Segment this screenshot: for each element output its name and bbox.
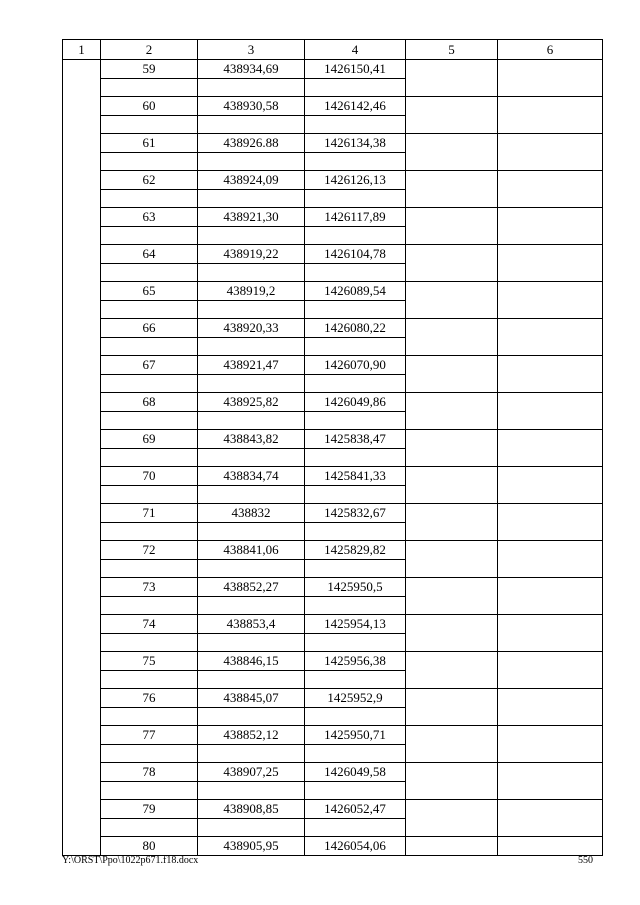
- direction-angle-cell: [498, 356, 603, 393]
- y-coordinate: 1426117,89: [305, 208, 406, 227]
- segment-length-cell: [406, 726, 498, 763]
- point-number: 68: [101, 393, 198, 412]
- point-row: [63, 430, 603, 449]
- empty-cell: [101, 633, 198, 652]
- direction-angle-cell: [498, 504, 603, 541]
- point-number: 80: [101, 837, 198, 856]
- segment-length-cell: [406, 430, 498, 467]
- empty-cell: [305, 411, 406, 430]
- x-coordinate: 438907,25: [198, 763, 305, 782]
- point-row: [63, 800, 603, 819]
- empty-cell: [101, 448, 198, 467]
- direction-angle-cell: [498, 615, 603, 652]
- point-row: [63, 504, 603, 523]
- empty-cell: [305, 374, 406, 393]
- empty-cell: [305, 78, 406, 97]
- y-coordinate: 1425841,33: [305, 467, 406, 486]
- direction-angle-cell: [498, 837, 603, 856]
- empty-cell: [305, 596, 406, 615]
- segment-length-cell: [406, 134, 498, 171]
- empty-cell: [198, 189, 305, 208]
- direction-angle-cell: [498, 171, 603, 208]
- y-coordinate: 1425838,47: [305, 430, 406, 449]
- point-row: [63, 134, 603, 153]
- x-coordinate: 438843,82: [198, 430, 305, 449]
- point-number: 71: [101, 504, 198, 523]
- segment-length-cell: [406, 393, 498, 430]
- point-number: 62: [101, 171, 198, 190]
- segment-length-cell: [406, 763, 498, 800]
- segment-length-cell: [406, 578, 498, 615]
- segment-length-cell: [406, 615, 498, 652]
- segment-length-cell: [406, 245, 498, 282]
- x-coordinate: 438846,15: [198, 652, 305, 671]
- empty-cell: [305, 115, 406, 134]
- point-number: 75: [101, 652, 198, 671]
- point-number: 76: [101, 689, 198, 708]
- x-coordinate: 438921,47: [198, 356, 305, 375]
- segment-length-cell: [406, 541, 498, 578]
- point-number: 77: [101, 726, 198, 745]
- empty-cell: [198, 596, 305, 615]
- direction-angle-cell: [498, 319, 603, 356]
- segment-length-cell: [406, 319, 498, 356]
- empty-cell: [305, 781, 406, 800]
- empty-cell: [101, 152, 198, 171]
- y-coordinate: 1425956,38: [305, 652, 406, 671]
- empty-cell: [101, 78, 198, 97]
- point-row: [63, 467, 603, 486]
- direction-angle-cell: [498, 245, 603, 282]
- x-coordinate: 438841,06: [198, 541, 305, 560]
- empty-cell: [305, 633, 406, 652]
- point-row: [63, 60, 603, 79]
- empty-cell: [101, 115, 198, 134]
- point-number: 78: [101, 763, 198, 782]
- point-row: [63, 319, 603, 338]
- x-coordinate: 438926.88: [198, 134, 305, 153]
- empty-cell: [198, 707, 305, 726]
- empty-cell: [101, 781, 198, 800]
- empty-cell: [198, 781, 305, 800]
- empty-cell: [305, 263, 406, 282]
- x-coordinate: 438845,07: [198, 689, 305, 708]
- segment-length-cell: [406, 356, 498, 393]
- point-number: 64: [101, 245, 198, 264]
- direction-angle-cell: [498, 282, 603, 319]
- x-coordinate: 438930,58: [198, 97, 305, 116]
- x-coordinate: 438924,09: [198, 171, 305, 190]
- point-number: 69: [101, 430, 198, 449]
- empty-cell: [305, 522, 406, 541]
- point-row: [63, 282, 603, 301]
- empty-cell: [101, 300, 198, 319]
- empty-cell: [198, 115, 305, 134]
- x-coordinate: 438925,82: [198, 393, 305, 412]
- segment-length-cell: [406, 689, 498, 726]
- y-coordinate: 1426080,22: [305, 319, 406, 338]
- empty-cell: [198, 448, 305, 467]
- point-number: 60: [101, 97, 198, 116]
- y-coordinate: 1425950,71: [305, 726, 406, 745]
- direction-angle-cell: [498, 763, 603, 800]
- empty-cell: [101, 411, 198, 430]
- header-cell: 6: [498, 40, 603, 60]
- point-row: [63, 393, 603, 412]
- coordinates-table: [62, 39, 603, 856]
- y-coordinate: 1425950,5: [305, 578, 406, 597]
- point-row: [63, 652, 603, 671]
- point-row: [63, 97, 603, 116]
- point-row: [63, 541, 603, 560]
- page-number: 550: [578, 855, 593, 866]
- empty-cell: [101, 263, 198, 282]
- empty-cell: [305, 485, 406, 504]
- x-coordinate: 438852,27: [198, 578, 305, 597]
- point-number: 73: [101, 578, 198, 597]
- segment-length-cell: [406, 467, 498, 504]
- empty-cell: [305, 670, 406, 689]
- point-number: 79: [101, 800, 198, 819]
- segment-length-cell: [406, 837, 498, 856]
- segment-length-cell: [406, 282, 498, 319]
- point-row: [63, 171, 603, 190]
- x-coordinate: 438905,95: [198, 837, 305, 856]
- empty-cell: [305, 300, 406, 319]
- empty-cell: [198, 559, 305, 578]
- point-number: 70: [101, 467, 198, 486]
- point-number: 61: [101, 134, 198, 153]
- direction-angle-cell: [498, 60, 603, 97]
- empty-cell: [198, 522, 305, 541]
- empty-cell: [305, 818, 406, 837]
- empty-cell: [305, 226, 406, 245]
- empty-cell: [101, 226, 198, 245]
- empty-cell: [198, 485, 305, 504]
- point-row: [63, 689, 603, 708]
- empty-cell: [198, 744, 305, 763]
- empty-cell: [101, 189, 198, 208]
- x-coordinate: 438908,85: [198, 800, 305, 819]
- empty-cell: [198, 226, 305, 245]
- empty-cell: [198, 374, 305, 393]
- x-coordinate: 438832: [198, 504, 305, 523]
- file-path: Y:\ORST\Ppo\1022p671.f18.docx: [62, 855, 199, 866]
- header-row: [63, 40, 603, 60]
- segment-length-cell: [406, 652, 498, 689]
- empty-cell: [101, 522, 198, 541]
- header-cell: 5: [406, 40, 498, 60]
- y-coordinate: 1426054,06: [305, 837, 406, 856]
- x-coordinate: 438919,22: [198, 245, 305, 264]
- y-coordinate: 1426134,38: [305, 134, 406, 153]
- empty-cell: [198, 78, 305, 97]
- x-coordinate: 438852,12: [198, 726, 305, 745]
- segment-length-cell: [406, 208, 498, 245]
- y-coordinate: 1425829,82: [305, 541, 406, 560]
- point-row: [63, 837, 603, 856]
- point-number: 72: [101, 541, 198, 560]
- point-row: [63, 578, 603, 597]
- empty-cell: [305, 337, 406, 356]
- point-row: [63, 615, 603, 634]
- empty-cell: [198, 337, 305, 356]
- segment-length-cell: [406, 171, 498, 208]
- point-number: 59: [101, 60, 198, 79]
- y-coordinate: 1426049,86: [305, 393, 406, 412]
- direction-angle-cell: [498, 97, 603, 134]
- empty-cell: [305, 559, 406, 578]
- y-coordinate: 1426089,54: [305, 282, 406, 301]
- x-coordinate: 438853,4: [198, 615, 305, 634]
- direction-angle-cell: [498, 134, 603, 171]
- empty-cell: [305, 152, 406, 171]
- empty-cell: [101, 744, 198, 763]
- empty-cell: [198, 263, 305, 282]
- direction-angle-cell: [498, 430, 603, 467]
- segment-length-cell: [406, 97, 498, 134]
- empty-cell: [198, 152, 305, 171]
- point-row: [63, 245, 603, 264]
- empty-cell: [305, 189, 406, 208]
- x-coordinate: 438919,2: [198, 282, 305, 301]
- direction-angle-cell: [498, 393, 603, 430]
- direction-angle-cell: [498, 578, 603, 615]
- point-number: 66: [101, 319, 198, 338]
- x-coordinate: 438920,33: [198, 319, 305, 338]
- x-coordinate: 438934,69: [198, 60, 305, 79]
- direction-angle-cell: [498, 541, 603, 578]
- header-cell: 1: [63, 40, 101, 60]
- header-cell: 3: [198, 40, 305, 60]
- direction-angle-cell: [498, 800, 603, 837]
- point-number: 74: [101, 615, 198, 634]
- empty-cell: [101, 707, 198, 726]
- empty-cell: [305, 707, 406, 726]
- empty-cell: [198, 818, 305, 837]
- empty-cell: [305, 744, 406, 763]
- y-coordinate: 1426052,47: [305, 800, 406, 819]
- empty-cell: [198, 300, 305, 319]
- empty-cell: [198, 633, 305, 652]
- empty-cell: [101, 559, 198, 578]
- y-coordinate: 1426070,90: [305, 356, 406, 375]
- y-coordinate: 1426104,78: [305, 245, 406, 264]
- empty-cell: [101, 337, 198, 356]
- point-number: 67: [101, 356, 198, 375]
- empty-cell: [198, 670, 305, 689]
- column-1-cell: [63, 60, 101, 856]
- y-coordinate: 1426142,46: [305, 97, 406, 116]
- header-cell: 2: [101, 40, 198, 60]
- direction-angle-cell: [498, 689, 603, 726]
- header-cell: 4: [305, 40, 406, 60]
- direction-angle-cell: [498, 467, 603, 504]
- empty-cell: [101, 670, 198, 689]
- y-coordinate: 1425954,13: [305, 615, 406, 634]
- y-coordinate: 1426126,13: [305, 171, 406, 190]
- empty-cell: [101, 818, 198, 837]
- point-row: [63, 356, 603, 375]
- point-row: [63, 763, 603, 782]
- y-coordinate: 1425952,9: [305, 689, 406, 708]
- direction-angle-cell: [498, 726, 603, 763]
- empty-cell: [101, 374, 198, 393]
- empty-cell: [101, 596, 198, 615]
- segment-length-cell: [406, 504, 498, 541]
- empty-cell: [198, 411, 305, 430]
- point-number: 65: [101, 282, 198, 301]
- y-coordinate: 1425832,67: [305, 504, 406, 523]
- empty-cell: [101, 485, 198, 504]
- x-coordinate: 438921,30: [198, 208, 305, 227]
- point-row: [63, 208, 603, 227]
- segment-length-cell: [406, 800, 498, 837]
- direction-angle-cell: [498, 208, 603, 245]
- y-coordinate: 1426049,58: [305, 763, 406, 782]
- x-coordinate: 438834,74: [198, 467, 305, 486]
- point-number: 63: [101, 208, 198, 227]
- empty-cell: [305, 448, 406, 467]
- y-coordinate: 1426150,41: [305, 60, 406, 79]
- segment-length-cell: [406, 60, 498, 97]
- direction-angle-cell: [498, 652, 603, 689]
- point-row: [63, 726, 603, 745]
